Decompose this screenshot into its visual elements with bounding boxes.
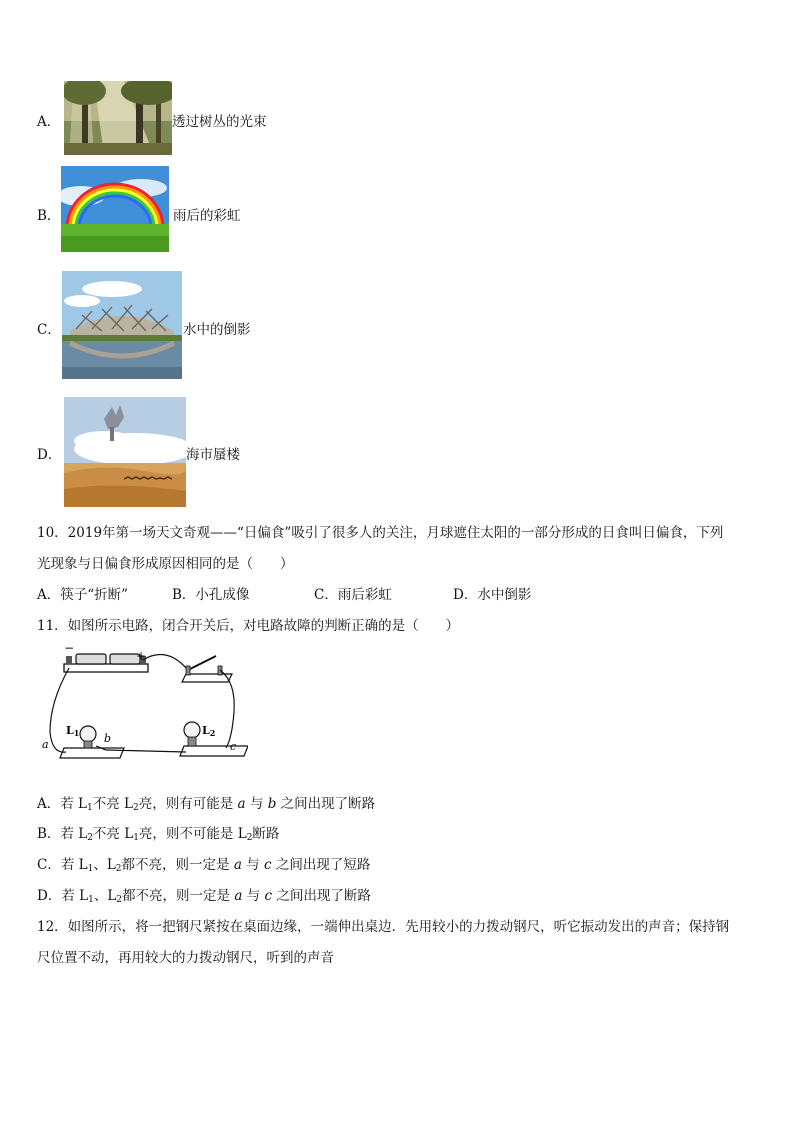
q12-stem-line1: 12．如图所示，将一把钢尺紧按在桌面边缘，一端伸出桌边．先用较小的力拨动钢尺，听它振动发出的声音；保持钢: [37, 919, 730, 935]
point-a-label: a: [42, 738, 49, 751]
option-caption: 雨后的彩虹: [173, 208, 241, 224]
q11-option-a: A．若 $L_1$不亮 $L_2$亮，则有可能是 a 与 b 之间出现了断路: [37, 796, 376, 813]
option-letter: D．: [37, 447, 62, 463]
wire-battery-switch: [143, 655, 186, 668]
circuit-figure: [36, 642, 248, 780]
wire-a: [50, 668, 69, 752]
battery-minus-label: −: [63, 642, 75, 655]
q10-option-c: C．雨后彩虹: [314, 587, 392, 603]
q11-option-c: C．若 $L_1$、$L_2$都不亮，则一定是 a 与 c 之间出现了短路: [37, 857, 371, 874]
switch-lever: [190, 656, 216, 669]
option-letter: A．: [37, 114, 61, 130]
q10-option-a: A．筷子“折断”: [37, 587, 129, 603]
q11-option-b: B．若 $L_2$不亮 $L_1$亮，则不可能是 $L_2$断路: [37, 826, 280, 843]
option-caption: 水中的倒影: [183, 322, 251, 338]
q10-option-d: D．水中倒影: [453, 587, 532, 603]
forest-light-photo: [64, 81, 172, 155]
option-caption: 透过树丛的光束: [172, 114, 267, 130]
battery-cell: [76, 654, 106, 664]
battery-holder: [64, 664, 148, 672]
mirage-photo: [64, 397, 186, 507]
bulb2-base: [180, 746, 248, 756]
q11-stem: 11．如图所示电路，闭合开关后，对电路故障的判断正确的是（ ）: [37, 618, 460, 634]
battery-plus-label: +: [136, 649, 147, 663]
L1-label: L1: [66, 724, 80, 738]
option-letter: C．: [37, 322, 61, 338]
reflection-photo: [62, 271, 182, 379]
bulb1: [80, 726, 96, 742]
point-b-label: b: [104, 732, 112, 745]
L2-label: L2: [202, 724, 216, 738]
q10-option-b: B．小孔成像: [172, 587, 250, 603]
q11-option-d: D．若 $L_1$、$L_2$都不亮，则一定是 a 与 c 之间出现了断路: [37, 888, 371, 905]
point-c-label: c: [230, 740, 237, 753]
bulb1-base: [60, 748, 124, 758]
bulb2: [184, 722, 200, 738]
q10-stem-line2: 光现象与日偏食形成原因相同的是（ ）: [37, 556, 294, 572]
option-caption: 海市蜃楼: [186, 447, 240, 463]
option-letter: B．: [37, 208, 61, 224]
q12-stem-line2: 尺位置不动，再用较大的力拨动钢尺，听到的声音: [37, 950, 334, 966]
rainbow-photo: [61, 166, 169, 252]
q10-stem-line1: 10．2019年第一场天文奇观——“日偏食”吸引了很多人的关注，月球遮住太阳的一部分形成的日食叫日偏食，下列: [37, 525, 724, 541]
